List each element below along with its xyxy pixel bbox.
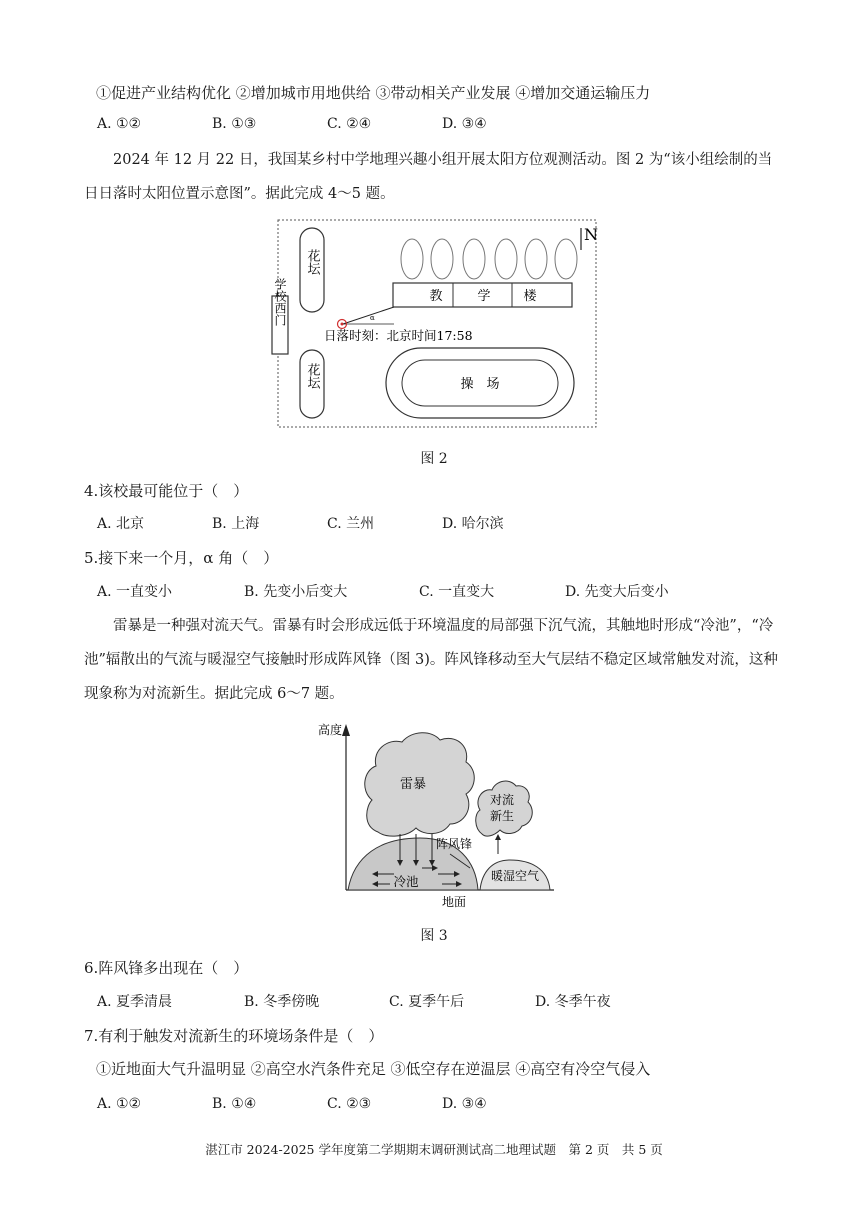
new-convection-label-2: 新生 bbox=[489, 809, 515, 823]
intro-4-5-line2: 日日落时太阳位置示意图”。据此完成 4～5 题。 bbox=[84, 186, 395, 202]
q3-option-a: A. ①② bbox=[97, 116, 142, 132]
q4-option-d: D. 哈尔滨 bbox=[442, 516, 504, 532]
intro-4-5-line1: 2024 年 12 月 22 日，我国某乡村中学地理兴趣小组开展太阳方位观测活动。图 2 为“该小组绘制的当 bbox=[113, 152, 773, 168]
flowerbed-top-label: 花坛 bbox=[304, 249, 320, 275]
cold-pool-label: 冷池 bbox=[393, 874, 419, 889]
flowerbed-bottom-label: 花坛 bbox=[304, 363, 320, 389]
q4-stem: 4.该校最可能位于（ ） bbox=[84, 482, 249, 500]
x-axis-label: 地面 bbox=[441, 895, 467, 909]
q3-option-b: B. ①③ bbox=[212, 116, 257, 132]
q6-option-a: A. 夏季清晨 bbox=[97, 994, 173, 1010]
school-gate-label: 学校西门 bbox=[273, 278, 287, 326]
q7-option-d: D. ③④ bbox=[442, 1096, 487, 1112]
q6-option-d: D. 冬季午夜 bbox=[535, 994, 611, 1010]
q3-statements: ①促进产业结构优化 ②增加城市用地供给 ③带动相关产业发展 ④增加交通运输压力 bbox=[96, 84, 651, 102]
figure-3 bbox=[310, 716, 560, 916]
angle-alpha: α bbox=[370, 314, 375, 322]
q4-option-b: B. 上海 bbox=[212, 516, 260, 532]
sunset-time-label: 日落时刻：北京时间17:58 bbox=[324, 328, 473, 343]
figure-2 bbox=[266, 216, 606, 432]
figure-3-caption: 图 3 bbox=[420, 928, 448, 944]
building-char-1: 教 bbox=[429, 289, 443, 304]
thunderstorm-label: 雷暴 bbox=[399, 777, 427, 792]
q5-stem: 5.接下来一个月，α 角（ ） bbox=[84, 549, 279, 567]
q7-option-a: A. ①② bbox=[97, 1096, 142, 1112]
building-char-2: 学 bbox=[477, 289, 491, 304]
gust-front-label: 阵风锋 bbox=[436, 837, 473, 851]
q5-option-d: D. 先变大后变小 bbox=[565, 584, 669, 600]
figure-2-caption: 图 2 bbox=[420, 451, 448, 467]
north-label: N bbox=[584, 225, 598, 244]
q7-option-b: B. ①④ bbox=[212, 1096, 257, 1112]
q5-option-c: C. 一直变大 bbox=[419, 584, 495, 600]
q7-stem: 7.有利于触发对流新生的环境场条件是（ ） bbox=[84, 1027, 384, 1045]
q5-option-b: B. 先变小后变大 bbox=[244, 584, 348, 600]
intro-6-7: 雷暴是一种强对流天气。雷暴有时会形成远低于环境温度的局部强下沉气流，其触地时形成“冷池”，“冷池”辐散出的气流与暖湿空气接触时形成阵风锋（图 3)。阵风锋移动至大气层结不稳定区域常触发对流，这种现象称为对流新生。据此完成 6～7 题。 bbox=[84, 618, 778, 702]
q6-option-b: B. 冬季傍晚 bbox=[244, 994, 320, 1010]
playground-label: 操 场 bbox=[460, 377, 500, 392]
trees bbox=[401, 239, 577, 279]
new-convection-label-1: 对流 bbox=[489, 793, 515, 807]
q7-option-c: C. ②③ bbox=[327, 1096, 372, 1112]
y-axis-label: 高度 bbox=[318, 723, 343, 737]
warm-air-label: 暖湿空气 bbox=[490, 869, 540, 883]
q4-option-c: C. 兰州 bbox=[327, 516, 375, 532]
q5-option-a: A. 一直变小 bbox=[97, 584, 173, 600]
q3-option-d: D. ③④ bbox=[442, 116, 487, 132]
q6-option-c: C. 夏季午后 bbox=[389, 994, 465, 1010]
q3-option-c: C. ②④ bbox=[327, 116, 372, 132]
q6-stem: 6.阵风锋多出现在（ ） bbox=[84, 959, 249, 977]
page-footer: 湛江市 2024-2025 学年度第二学期期末调研测试高二地理试题 第 2 页 共 5 页 bbox=[205, 1142, 663, 1157]
building-char-3: 楼 bbox=[523, 289, 537, 304]
q7-statements: ①近地面大气升温明显 ②高空水汽条件充足 ③低空存在逆温层 ④高空有冷空气侵入 bbox=[96, 1060, 651, 1078]
q4-option-a: A. 北京 bbox=[97, 516, 145, 532]
